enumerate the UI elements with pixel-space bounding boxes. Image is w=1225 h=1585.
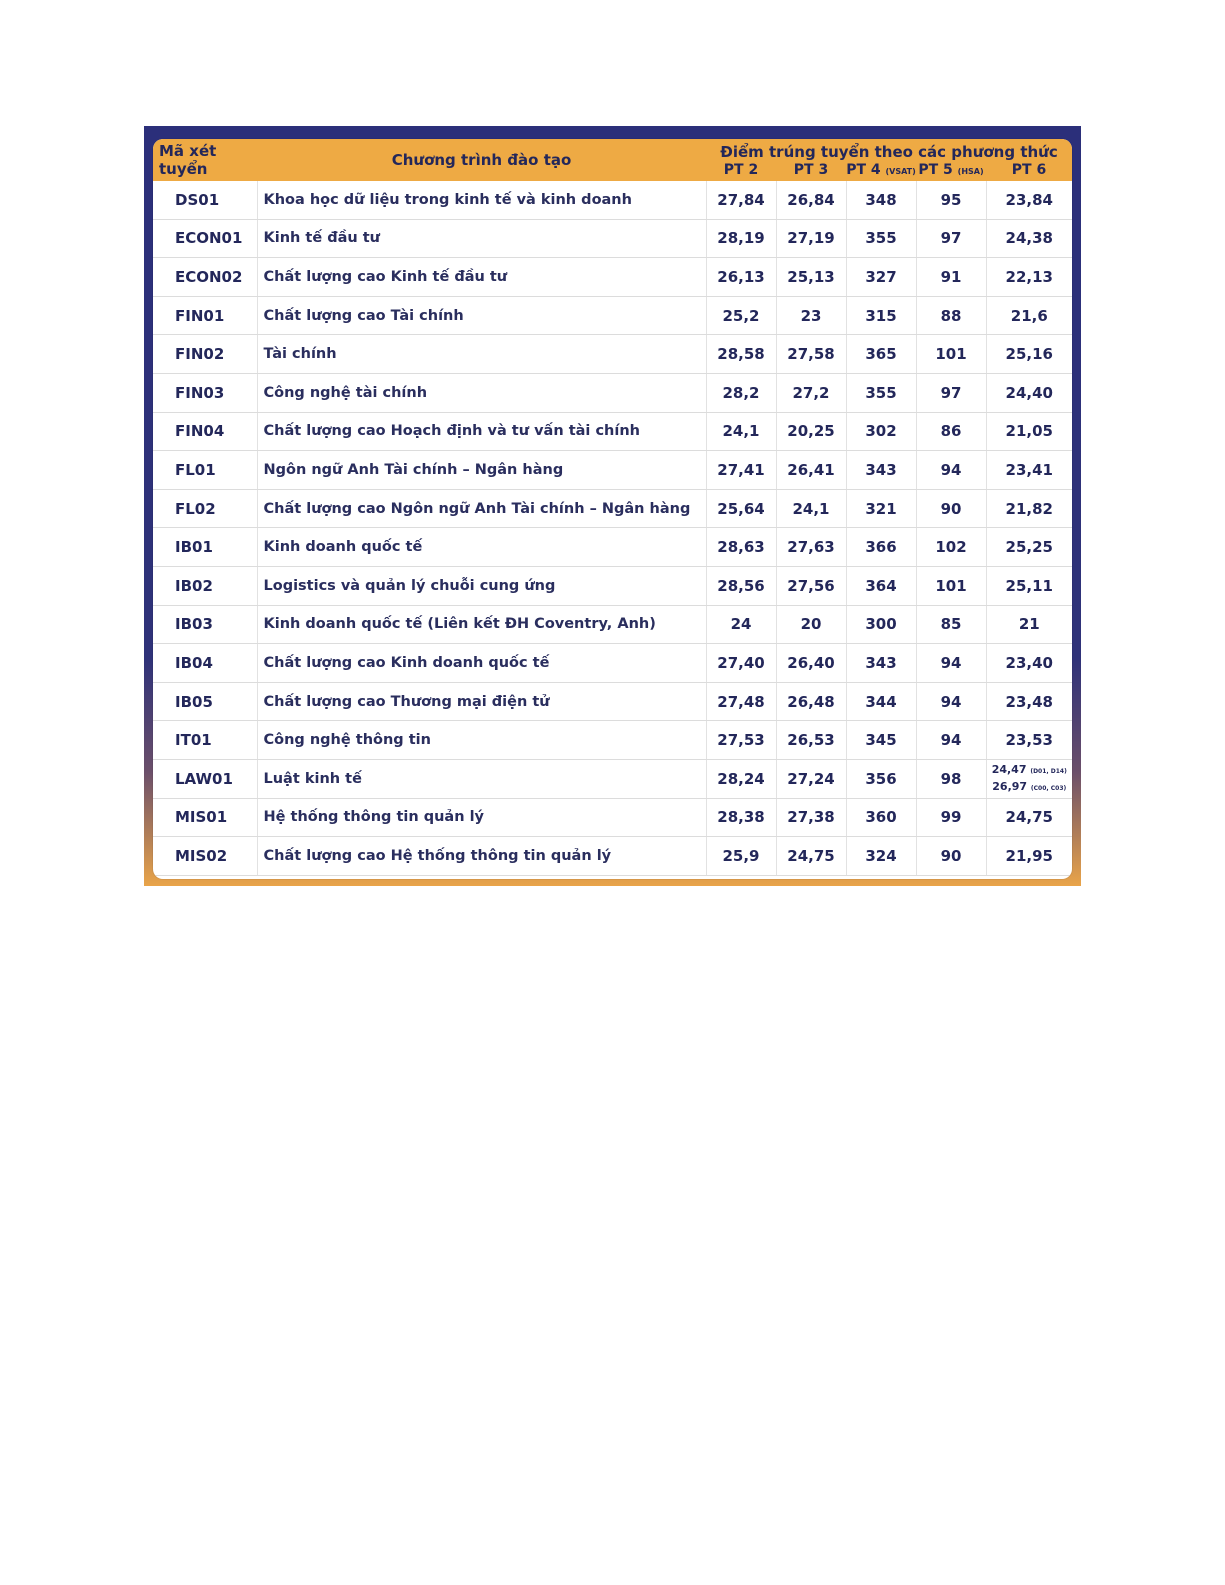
header-method-6 [986,161,1072,181]
row-pt5: 94 [916,644,986,683]
row-pt3: 27,2 [776,373,846,412]
row-pt5: 101 [916,335,986,374]
row-pt6: 23,48 [986,682,1072,721]
row-pt2: 25,64 [706,489,776,528]
header-method-3 [776,161,846,181]
row-program: Chất lượng cao Hoạch định và tư vấn tài chính [257,412,706,451]
row-pt5: 90 [916,489,986,528]
row-pt3: 25,13 [776,258,846,297]
row-program: Kinh doanh quốc tế (Liên kết ĐH Coventry, Anh) [257,605,706,644]
row-pt4: 324 [846,837,916,876]
header-method-label: PT 5 [918,161,953,178]
row-program: Chất lượng cao Tài chính [257,296,706,335]
row-code: IT01 [153,721,257,760]
row-pt2: 28,19 [706,219,776,258]
row-pt2: 25,9 [706,837,776,876]
row-pt6: 23,53 [986,721,1072,760]
table-row [153,219,1072,258]
row-pt3: 24,1 [776,489,846,528]
header-method-note: (VSAT) [885,166,916,176]
row-pt5: 94 [916,451,986,490]
table-row [153,759,1072,798]
row-program: Chất lượng cao Kinh tế đầu tư [257,258,706,297]
row-pt2: 27,40 [706,644,776,683]
table-row [153,528,1072,567]
row-pt5: 97 [916,373,986,412]
header-methods-group: Điểm trúng tuyển theo các phương thức [706,139,1072,161]
row-pt3: 20 [776,605,846,644]
row-pt4: 315 [846,296,916,335]
admission-scores-table [153,139,1072,876]
row-pt3: 20,25 [776,412,846,451]
table-row [153,721,1072,760]
row-pt4: 366 [846,528,916,567]
row-pt2: 28,63 [706,528,776,567]
row-code: IB02 [153,566,257,605]
row-program: Chất lượng cao Kinh doanh quốc tế [257,644,706,683]
row-pt6-note: (D01, D14) [1030,767,1067,775]
row-pt6-value: 24,47 [991,762,1027,776]
header-program: Chương trình đào tạo [257,139,706,181]
table-row [153,296,1072,335]
row-pt3: 27,19 [776,219,846,258]
row-pt2: 28,56 [706,566,776,605]
row-pt6: 21,82 [986,489,1072,528]
table-row [153,682,1072,721]
row-code: FIN03 [153,373,257,412]
row-pt3: 27,58 [776,335,846,374]
scores-table-wrapper [153,139,1072,879]
header-method-2 [706,161,776,181]
row-pt6: 22,13 [986,258,1072,297]
row-program: Công nghệ tài chính [257,373,706,412]
row-pt5: 86 [916,412,986,451]
table-row [153,798,1072,837]
row-pt6: 24,40 [986,373,1072,412]
row-pt4: 348 [846,181,916,219]
row-pt3: 27,38 [776,798,846,837]
row-pt4: 356 [846,759,916,798]
table-row [153,837,1072,876]
row-pt6: 21,05 [986,412,1072,451]
row-pt2: 27,53 [706,721,776,760]
row-program: Chất lượng cao Hệ thống thông tin quản lý [257,837,706,876]
row-pt2: 28,24 [706,759,776,798]
table-row [153,181,1072,219]
row-pt5: 94 [916,721,986,760]
header-method-label: PT 3 [793,161,829,178]
row-pt4: 300 [846,605,916,644]
row-pt2: 24,1 [706,412,776,451]
row-pt2: 26,13 [706,258,776,297]
row-pt4: 355 [846,373,916,412]
row-pt4: 344 [846,682,916,721]
row-pt4: 355 [846,219,916,258]
row-pt6: 23,84 [986,181,1072,219]
table-row [153,489,1072,528]
row-code: DS01 [153,181,257,219]
row-code: FIN02 [153,335,257,374]
table-row [153,258,1072,297]
row-pt6: 25,16 [986,335,1072,374]
row-pt5: 98 [916,759,986,798]
row-pt3: 27,24 [776,759,846,798]
row-pt4: 327 [846,258,916,297]
row-code: FL02 [153,489,257,528]
row-pt3: 26,53 [776,721,846,760]
row-code: ECON01 [153,219,257,258]
row-pt6: 25,11 [986,566,1072,605]
row-pt3: 23 [776,296,846,335]
table-row [153,566,1072,605]
row-pt3: 27,63 [776,528,846,567]
row-pt6: 21,95 [986,837,1072,876]
header-method-note: (HSA) [957,166,984,176]
row-pt5: 94 [916,682,986,721]
row-pt5: 99 [916,798,986,837]
row-pt2: 27,48 [706,682,776,721]
row-pt6: 23,40 [986,644,1072,683]
row-code: MIS02 [153,837,257,876]
row-program: Chất lượng cao Ngôn ngữ Anh Tài chính – Ngân hàng [257,489,706,528]
row-program: Tài chính [257,335,706,374]
table-row [153,335,1072,374]
row-pt2: 28,38 [706,798,776,837]
table-row [153,373,1072,412]
row-pt4: 343 [846,644,916,683]
row-pt5: 91 [916,258,986,297]
row-pt6-line [987,779,1073,796]
row-pt6: 23,41 [986,451,1072,490]
row-pt4: 364 [846,566,916,605]
row-pt4: 365 [846,335,916,374]
header-method-label: PT 6 [1011,161,1047,178]
row-pt5: 95 [916,181,986,219]
row-code: IB03 [153,605,257,644]
row-pt5: 102 [916,528,986,567]
row-pt6 [986,759,1072,798]
row-program: Kinh tế đầu tư [257,219,706,258]
row-code: FIN01 [153,296,257,335]
admission-scores-panel [144,126,1081,886]
row-pt2: 27,41 [706,451,776,490]
row-program: Luật kinh tế [257,759,706,798]
row-code: FIN04 [153,412,257,451]
header-method-label: PT 4 [846,161,881,178]
row-pt6: 21 [986,605,1072,644]
table-row [153,644,1072,683]
row-pt4: 343 [846,451,916,490]
row-pt4: 345 [846,721,916,760]
row-pt3: 26,40 [776,644,846,683]
row-pt6: 24,38 [986,219,1072,258]
row-pt5: 88 [916,296,986,335]
row-pt6: 24,75 [986,798,1072,837]
row-program: Logistics và quản lý chuỗi cung ứng [257,566,706,605]
row-program: Chất lượng cao Thương mại điện tử [257,682,706,721]
row-pt3: 26,41 [776,451,846,490]
header-code: Mã xét tuyển [153,139,257,181]
row-program: Kinh doanh quốc tế [257,528,706,567]
row-program: Công nghệ thông tin [257,721,706,760]
header-method-4 [846,161,916,181]
header-method-5 [916,161,986,181]
row-pt2: 24 [706,605,776,644]
row-program: Ngôn ngữ Anh Tài chính – Ngân hàng [257,451,706,490]
header-method-label: PT 2 [723,161,759,178]
row-code: IB01 [153,528,257,567]
row-pt5: 97 [916,219,986,258]
row-pt3: 26,48 [776,682,846,721]
row-program: Hệ thống thông tin quản lý [257,798,706,837]
row-pt5: 85 [916,605,986,644]
row-code: MIS01 [153,798,257,837]
row-pt6: 25,25 [986,528,1072,567]
row-code: ECON02 [153,258,257,297]
row-pt6-value: 26,97 [992,779,1028,793]
row-pt6-note: (C00, C03) [1030,784,1067,792]
row-pt4: 360 [846,798,916,837]
row-pt2: 28,2 [706,373,776,412]
row-code: IB05 [153,682,257,721]
row-pt6: 21,6 [986,296,1072,335]
row-pt6-line [987,762,1073,779]
row-pt2: 27,84 [706,181,776,219]
row-pt3: 26,84 [776,181,846,219]
row-pt2: 25,2 [706,296,776,335]
row-pt5: 90 [916,837,986,876]
row-program: Khoa học dữ liệu trong kinh tế và kinh doanh [257,181,706,219]
row-code: IB04 [153,644,257,683]
row-pt5: 101 [916,566,986,605]
row-pt3: 27,56 [776,566,846,605]
row-code: FL01 [153,451,257,490]
table-row [153,412,1072,451]
row-code: LAW01 [153,759,257,798]
row-pt2: 28,58 [706,335,776,374]
table-row [153,605,1072,644]
table-row [153,451,1072,490]
row-pt4: 321 [846,489,916,528]
row-pt4: 302 [846,412,916,451]
row-pt3: 24,75 [776,837,846,876]
